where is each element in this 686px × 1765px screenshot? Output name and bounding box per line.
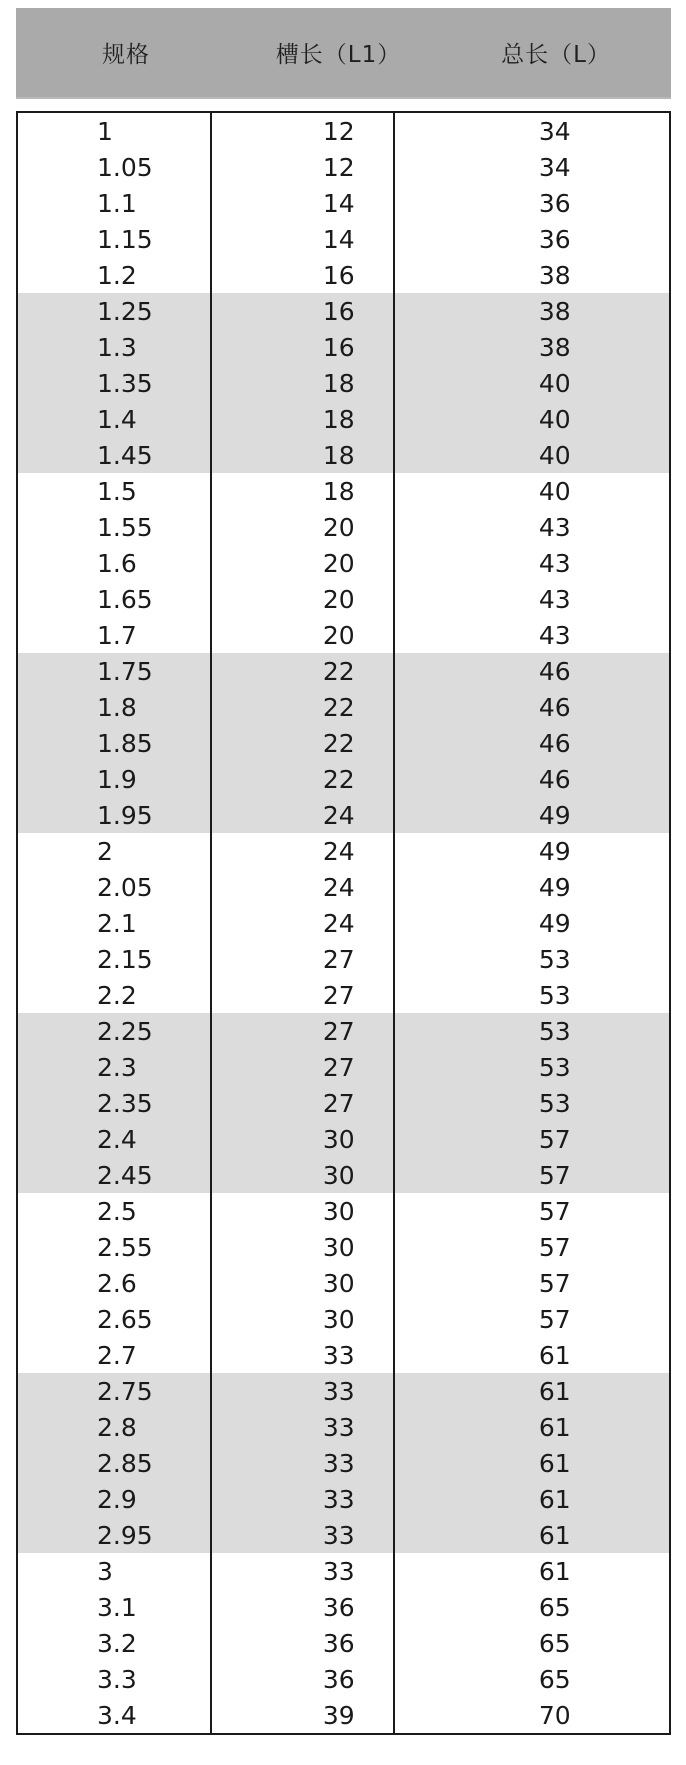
cell-flute-length: 27 — [322, 1052, 355, 1082]
cell-flute-length: 22 — [322, 764, 355, 794]
table-row — [18, 1589, 669, 1625]
cell-spec: 2.6 — [97, 1268, 137, 1298]
cell-flute-length: 36 — [322, 1628, 355, 1658]
table-row — [18, 869, 669, 905]
cell-spec: 3 — [97, 1556, 113, 1586]
cell-overall-length: 43 — [538, 548, 571, 578]
cell-spec: 1.75 — [97, 656, 153, 686]
cell-flute-length: 27 — [322, 944, 355, 974]
table-row — [18, 977, 669, 1013]
cell-overall-length: 40 — [538, 476, 571, 506]
cell-spec: 1.15 — [97, 224, 153, 254]
table-row — [18, 941, 669, 977]
cell-overall-length: 46 — [538, 764, 571, 794]
cell-overall-length: 61 — [538, 1340, 571, 1370]
table-row — [18, 1121, 669, 1157]
cell-overall-length: 40 — [538, 368, 571, 398]
cell-overall-length: 40 — [538, 404, 571, 434]
cell-flute-length: 22 — [322, 728, 355, 758]
cell-flute-length: 33 — [322, 1520, 355, 1550]
cell-spec: 1.65 — [97, 584, 153, 614]
cell-overall-length: 57 — [538, 1268, 571, 1298]
cell-flute-length: 12 — [322, 116, 355, 146]
cell-overall-length: 61 — [538, 1556, 571, 1586]
cell-spec: 1.6 — [97, 548, 137, 578]
cell-flute-length: 18 — [322, 440, 355, 470]
table-row — [18, 1085, 669, 1121]
table-row — [18, 761, 669, 797]
cell-flute-length: 22 — [322, 656, 355, 686]
cell-overall-length: 38 — [538, 332, 571, 362]
cell-spec: 1.8 — [97, 692, 137, 722]
table-row — [18, 653, 669, 689]
cell-overall-length: 40 — [538, 440, 571, 470]
cell-spec: 1.85 — [97, 728, 153, 758]
cell-spec: 2.15 — [97, 944, 153, 974]
table-body — [16, 111, 671, 1735]
cell-spec: 2.65 — [97, 1304, 153, 1334]
cell-overall-length: 49 — [538, 872, 571, 902]
header-spec: 规格 — [102, 42, 150, 68]
cell-spec: 2.2 — [97, 980, 137, 1010]
cell-overall-length: 49 — [538, 800, 571, 830]
cell-overall-length: 61 — [538, 1520, 571, 1550]
cell-overall-length: 65 — [538, 1664, 571, 1694]
table-row — [18, 437, 669, 473]
cell-spec: 2.85 — [97, 1448, 153, 1478]
cell-flute-length: 27 — [322, 1016, 355, 1046]
cell-overall-length: 70 — [538, 1700, 571, 1730]
cell-overall-length: 46 — [538, 692, 571, 722]
cell-spec: 2.4 — [97, 1124, 137, 1154]
cell-flute-length: 30 — [322, 1160, 355, 1190]
cell-overall-length: 61 — [538, 1412, 571, 1442]
cell-flute-length: 12 — [322, 152, 355, 182]
cell-spec: 3.1 — [97, 1592, 137, 1622]
spec-table-sheet — [16, 8, 671, 1735]
cell-spec: 1.35 — [97, 368, 153, 398]
cell-flute-length: 24 — [322, 800, 355, 830]
cell-spec: 3.4 — [97, 1700, 137, 1730]
cell-flute-length: 16 — [322, 332, 355, 362]
cell-spec: 1.55 — [97, 512, 153, 542]
cell-overall-length: 57 — [538, 1196, 571, 1226]
cell-overall-length: 34 — [538, 116, 571, 146]
header-overall-length: 总长（L） — [501, 42, 611, 68]
cell-flute-length: 16 — [322, 296, 355, 326]
cell-flute-length: 27 — [322, 1088, 355, 1118]
cell-flute-length: 36 — [322, 1592, 355, 1622]
cell-overall-length: 53 — [538, 980, 571, 1010]
cell-spec: 2.8 — [97, 1412, 137, 1442]
cell-flute-length: 33 — [322, 1484, 355, 1514]
table-row — [18, 617, 669, 653]
cell-spec: 2.3 — [97, 1052, 137, 1082]
table-row — [18, 1193, 669, 1229]
table-row — [18, 149, 669, 185]
column-divider — [393, 113, 395, 1733]
cell-overall-length: 43 — [538, 620, 571, 650]
table-row — [18, 905, 669, 941]
cell-flute-length: 24 — [322, 872, 355, 902]
cell-overall-length: 57 — [538, 1160, 571, 1190]
table-row — [18, 329, 669, 365]
cell-flute-length: 30 — [322, 1196, 355, 1226]
cell-spec: 1.5 — [97, 476, 137, 506]
cell-overall-length: 53 — [538, 1016, 571, 1046]
cell-flute-length: 30 — [322, 1124, 355, 1154]
cell-overall-length: 65 — [538, 1592, 571, 1622]
cell-flute-length: 16 — [322, 260, 355, 290]
table-row — [18, 1265, 669, 1301]
cell-flute-length: 14 — [322, 224, 355, 254]
cell-spec: 1.7 — [97, 620, 137, 650]
cell-overall-length: 61 — [538, 1484, 571, 1514]
cell-spec: 1.1 — [97, 188, 137, 218]
table-row — [18, 1013, 669, 1049]
cell-overall-length: 36 — [538, 188, 571, 218]
cell-overall-length: 49 — [538, 836, 571, 866]
table-row — [18, 365, 669, 401]
table-row — [18, 545, 669, 581]
header-flute-length: 槽长（L1） — [275, 42, 402, 68]
cell-spec: 1.25 — [97, 296, 153, 326]
table-row — [18, 1481, 669, 1517]
table-row — [18, 725, 669, 761]
cell-spec: 1.3 — [97, 332, 137, 362]
cell-spec: 2.5 — [97, 1196, 137, 1226]
cell-overall-length: 38 — [538, 260, 571, 290]
cell-spec: 1.95 — [97, 800, 153, 830]
table-row — [18, 581, 669, 617]
cell-overall-length: 36 — [538, 224, 571, 254]
cell-spec: 2.35 — [97, 1088, 153, 1118]
cell-overall-length: 65 — [538, 1628, 571, 1658]
table-row — [18, 1157, 669, 1193]
table-row — [18, 833, 669, 869]
cell-spec: 3.3 — [97, 1664, 137, 1694]
cell-spec: 2.05 — [97, 872, 153, 902]
cell-flute-length: 18 — [322, 368, 355, 398]
cell-flute-length: 14 — [322, 188, 355, 218]
cell-spec: 2.1 — [97, 908, 137, 938]
cell-spec: 2.75 — [97, 1376, 153, 1406]
cell-overall-length: 46 — [538, 656, 571, 686]
cell-spec: 3.2 — [97, 1628, 137, 1658]
cell-spec: 1.05 — [97, 152, 153, 182]
cell-overall-length: 61 — [538, 1376, 571, 1406]
table-row — [18, 1445, 669, 1481]
table-row — [18, 1373, 669, 1409]
cell-spec: 1.4 — [97, 404, 137, 434]
cell-flute-length: 20 — [322, 584, 355, 614]
cell-flute-length: 20 — [322, 512, 355, 542]
cell-overall-length: 38 — [538, 296, 571, 326]
table-row — [18, 509, 669, 545]
cell-overall-length: 57 — [538, 1124, 571, 1154]
cell-overall-length: 46 — [538, 728, 571, 758]
cell-flute-length: 33 — [322, 1376, 355, 1406]
cell-spec: 2.7 — [97, 1340, 137, 1370]
cell-overall-length: 43 — [538, 584, 571, 614]
cell-overall-length: 57 — [538, 1304, 571, 1334]
cell-spec: 2.9 — [97, 1484, 137, 1514]
cell-overall-length: 53 — [538, 1052, 571, 1082]
column-divider — [210, 113, 212, 1733]
table-row — [18, 1517, 669, 1553]
cell-flute-length: 20 — [322, 620, 355, 650]
cell-spec: 1.2 — [97, 260, 137, 290]
cell-overall-length: 53 — [538, 944, 571, 974]
table-row — [18, 1625, 669, 1661]
cell-flute-length: 36 — [322, 1664, 355, 1694]
cell-flute-length: 18 — [322, 404, 355, 434]
table-row — [18, 1049, 669, 1085]
cell-flute-length: 33 — [322, 1412, 355, 1442]
table-row — [18, 293, 669, 329]
cell-flute-length: 20 — [322, 548, 355, 578]
table-row — [18, 1409, 669, 1445]
table-row — [18, 1553, 669, 1589]
cell-flute-length: 33 — [322, 1556, 355, 1586]
table-row — [18, 1337, 669, 1373]
cell-flute-length: 33 — [322, 1340, 355, 1370]
table-row — [18, 1229, 669, 1265]
cell-spec: 1.9 — [97, 764, 137, 794]
cell-spec: 2.55 — [97, 1232, 153, 1262]
cell-spec: 2.25 — [97, 1016, 153, 1046]
cell-overall-length: 53 — [538, 1088, 571, 1118]
table-row — [18, 1697, 669, 1733]
table-row — [18, 185, 669, 221]
cell-overall-length: 49 — [538, 908, 571, 938]
cell-spec: 1.45 — [97, 440, 153, 470]
cell-spec: 2.95 — [97, 1520, 153, 1550]
table-row — [18, 257, 669, 293]
cell-flute-length: 30 — [322, 1268, 355, 1298]
cell-overall-length: 43 — [538, 512, 571, 542]
cell-spec: 2 — [97, 836, 113, 866]
cell-flute-length: 22 — [322, 692, 355, 722]
table-row — [18, 1301, 669, 1337]
table-header — [16, 8, 671, 99]
cell-overall-length: 61 — [538, 1448, 571, 1478]
cell-overall-length: 57 — [538, 1232, 571, 1262]
cell-flute-length: 18 — [322, 476, 355, 506]
table-row — [18, 221, 669, 257]
cell-spec: 1 — [97, 116, 113, 146]
table-row — [18, 689, 669, 725]
cell-flute-length: 39 — [322, 1700, 355, 1730]
table-row — [18, 473, 669, 509]
cell-flute-length: 30 — [322, 1232, 355, 1262]
cell-flute-length: 33 — [322, 1448, 355, 1478]
table-row — [18, 113, 669, 149]
cell-overall-length: 34 — [538, 152, 571, 182]
table-row — [18, 797, 669, 833]
table-row — [18, 1661, 669, 1697]
table-row — [18, 401, 669, 437]
cell-flute-length: 24 — [322, 836, 355, 866]
cell-spec: 2.45 — [97, 1160, 153, 1190]
cell-flute-length: 30 — [322, 1304, 355, 1334]
cell-flute-length: 24 — [322, 908, 355, 938]
cell-flute-length: 27 — [322, 980, 355, 1010]
